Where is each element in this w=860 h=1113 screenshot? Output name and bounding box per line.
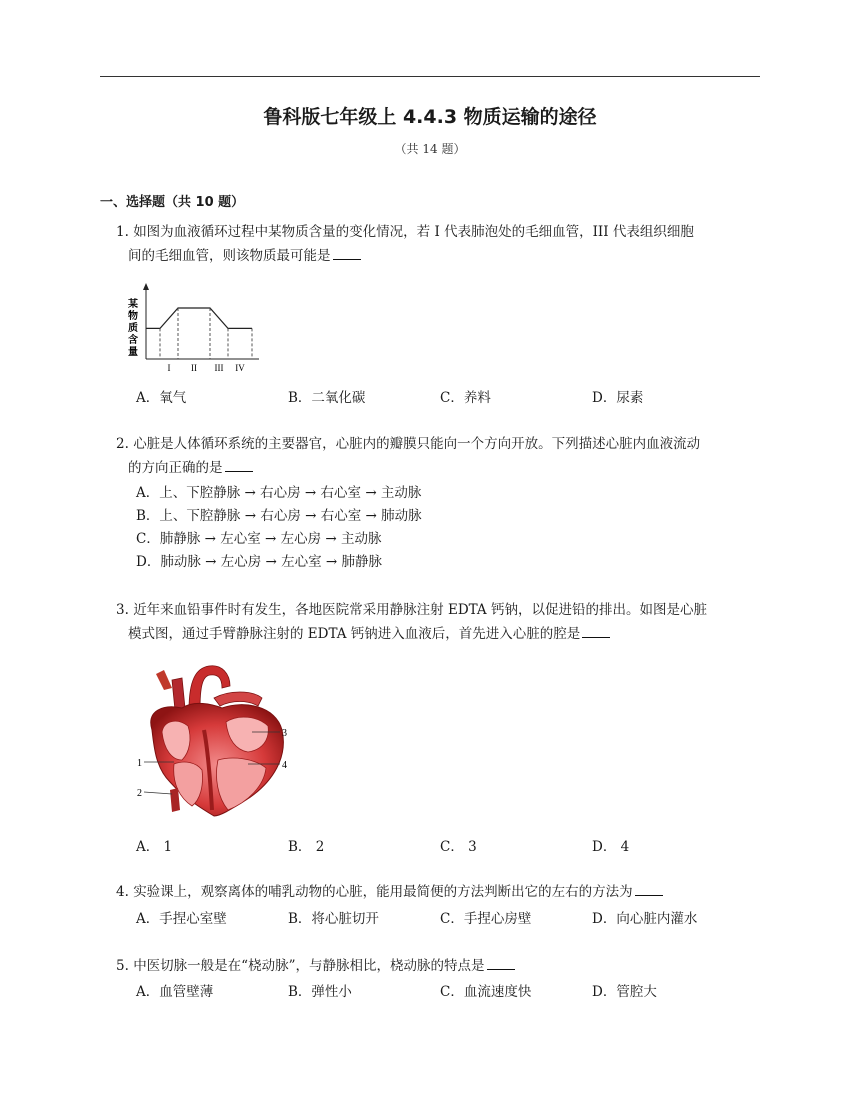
option-a[interactable]: A．氧气 (136, 390, 187, 406)
question-3-options (136, 835, 756, 855)
level-line (146, 308, 252, 328)
option-c[interactable]: C．肺静脉 → 左心室 → 左心房 → 主动脉 (136, 531, 382, 547)
y-label-char: 物 (128, 311, 138, 322)
option-b[interactable]: B．弹性小 (288, 984, 352, 1000)
question-4-options (136, 907, 756, 927)
question-2 (116, 432, 764, 480)
question-text-cont: 的方向正确的是 (128, 460, 223, 476)
x-tick-label: I (167, 363, 171, 373)
option-d[interactable]: D．肺动脉 → 左心房 → 左心室 → 肺静脉 (136, 554, 383, 570)
y-label-char: 质 (128, 323, 138, 334)
question-text: 实验课上，观察离体的哺乳动物的心脏，能用最简便的方法判断出它的左右的方法为 (133, 884, 633, 900)
option-c[interactable]: C． 3 (440, 839, 477, 855)
option-d[interactable]: D．管腔大 (592, 984, 657, 1000)
question-number: 5. (116, 958, 129, 974)
option-d[interactable]: D． 4 (592, 839, 630, 855)
option-a[interactable]: A．血管壁薄 (136, 984, 214, 1000)
question-text-cont: 模式图，通过手臂静脉注射的 EDTA 钙钠进入血液后，首先进入心脏的腔是 (128, 626, 581, 642)
brachiocephalic-vessel (156, 670, 172, 690)
y-label-char: 量 (128, 347, 138, 358)
option-d[interactable]: D．尿素 (592, 390, 644, 406)
heart-diagram (134, 660, 294, 820)
x-tick-label: II (191, 363, 197, 373)
option-b[interactable]: B．将心脏切开 (288, 911, 379, 927)
option-a[interactable]: A．上、下腔静脉 → 右心房 → 右心室 → 主动脉 (136, 485, 422, 501)
question-text: 心脏是人体循环系统的主要器官，心脏内的瓣膜只能向一个方向开放。下列描述心脏内血液流动 (133, 436, 701, 452)
question-4 (116, 880, 764, 904)
pulmonary-artery (214, 692, 262, 706)
question-text-cont: 间的毛细血管，则该物质最可能是 (128, 248, 331, 264)
label-1: 1 (137, 758, 142, 769)
option-c[interactable]: C．养料 (440, 390, 491, 406)
option-b[interactable]: B．二氧化碳 (288, 390, 366, 406)
x-tick-label: IV (235, 363, 245, 373)
left-ventricle (216, 758, 266, 810)
x-tick-label: III (214, 363, 224, 373)
y-label-char: 某 (128, 299, 138, 310)
answer-blank (225, 457, 253, 472)
question-text: 中医切脉一般是在“桡动脉”，与静脉相比，桡动脉的特点是 (133, 958, 485, 974)
substance-level-chart (126, 281, 262, 373)
option-c[interactable]: C．手捏心房壁 (440, 911, 532, 927)
answer-blank (582, 623, 610, 638)
y-label-char: 含 (128, 335, 138, 346)
chart-y-label (127, 297, 138, 358)
label-3: 3 (282, 728, 287, 739)
page-title: 鲁科版七年级上 4.4.3 物质运输的途径 (263, 106, 597, 128)
header-rule (100, 76, 760, 77)
question-number: 1. (116, 224, 129, 240)
y-axis-arrow (143, 283, 149, 290)
option-c[interactable]: C．血流速度快 (440, 984, 532, 1000)
question-2-options (136, 482, 422, 574)
option-b[interactable]: B． 2 (288, 839, 325, 855)
answer-blank (333, 245, 361, 260)
question-1 (116, 220, 764, 268)
question-1-options (136, 386, 756, 406)
section-heading: 一、选择题（共 10 题） (100, 195, 245, 210)
option-a[interactable]: A． 1 (136, 839, 173, 855)
question-text: 近年来血铅事件时有发生，各地医院常采用静脉注射 EDTA 钙钠，以促进铅的排出。如图是心脏 (133, 602, 707, 618)
option-a[interactable]: A．手捏心室壁 (136, 911, 227, 927)
page-subtitle: （共 14 题） (394, 142, 466, 156)
leader-line-2 (144, 792, 172, 794)
option-b[interactable]: B．上、下腔静脉 → 右心房 → 右心室 → 肺动脉 (136, 508, 422, 524)
heart-body (151, 703, 284, 816)
question-number: 4. (116, 884, 129, 900)
label-2: 2 (137, 788, 142, 799)
question-5 (116, 954, 764, 978)
label-4: 4 (282, 760, 287, 771)
question-number: 2. (116, 436, 129, 452)
question-3 (116, 598, 764, 646)
question-text: 如图为血液循环过程中某物质含量的变化情况，若 I 代表肺泡处的毛细血管，III 代表组织细胞 (133, 224, 694, 240)
option-d[interactable]: D．向心脏内灌水 (592, 911, 698, 927)
answer-blank (487, 955, 515, 970)
question-number: 3. (116, 602, 129, 618)
question-5-options (136, 980, 756, 1000)
answer-blank (635, 881, 663, 896)
